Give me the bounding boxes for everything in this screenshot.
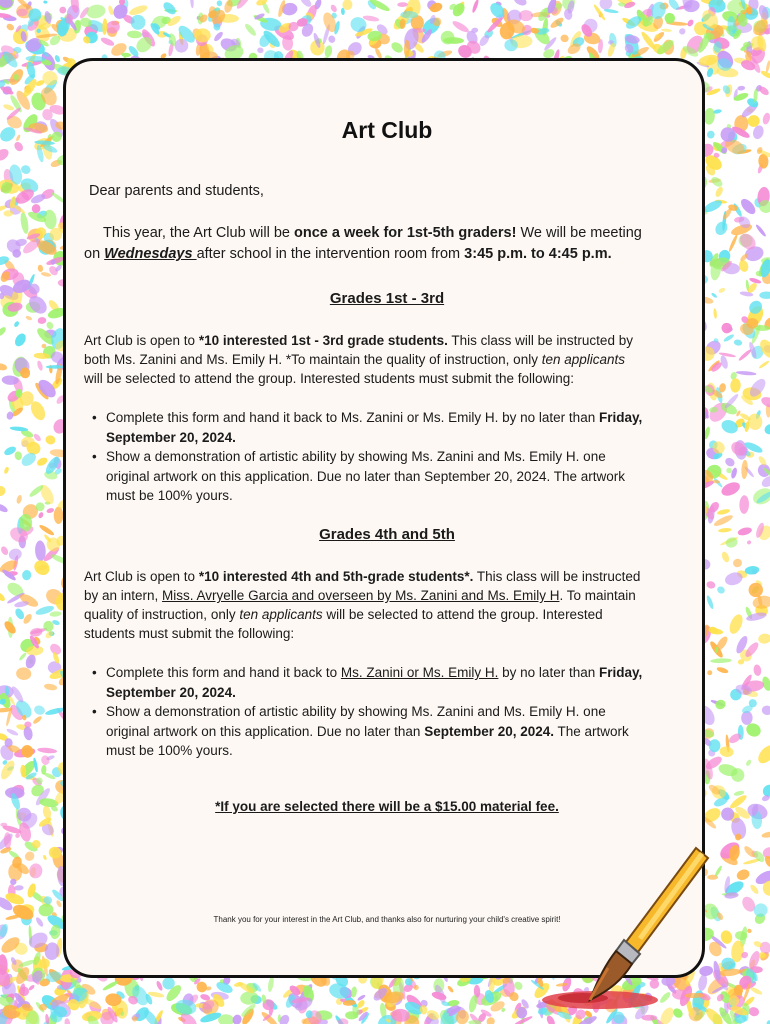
paint-splatter: [85, 3, 106, 19]
paint-splatter: [16, 494, 23, 504]
material-fee-note: *If you are selected there will be a $15.00 material fee.: [215, 799, 559, 814]
paint-splatter: [102, 18, 108, 35]
paint-splatter: [755, 742, 770, 766]
bullet-icon: •: [92, 410, 97, 425]
paint-splatter: [216, 0, 222, 7]
paint-splatter: [766, 1020, 770, 1024]
paint-splatter: [719, 480, 742, 499]
paint-splatter: [64, 1018, 71, 1024]
paint-splatter: [107, 5, 114, 16]
meeting-day: Wednesdays: [104, 246, 197, 262]
paint-splatter: [58, 6, 67, 15]
paint-splatter: [40, 755, 50, 766]
paint-splatter: [31, 557, 52, 578]
paint-splatter: [711, 292, 718, 298]
paint-splatter: [745, 759, 752, 767]
paint-splatter: [471, 0, 479, 13]
paint-splatter: [35, 916, 45, 928]
paint-splatter: [37, 317, 46, 325]
paint-splatter: [23, 850, 36, 863]
paint-splatter: [330, 4, 339, 14]
paint-splatter: [40, 271, 51, 277]
paint-splatter: [14, 607, 26, 621]
paint-splatter: [0, 502, 9, 514]
paint-splatter: [54, 54, 61, 63]
section-heading-grades-1-3: Grades 1st - 3rd: [329, 290, 445, 307]
paint-splatter: [749, 883, 760, 895]
paint-splatter: [324, 45, 333, 58]
paint-splatter: [190, 0, 194, 8]
paint-splatter: [739, 495, 749, 514]
paint-splatter: [723, 333, 735, 343]
paint-splatter: [15, 134, 21, 142]
paint-splatter: [37, 511, 44, 519]
paint-splatter: [0, 485, 7, 497]
paint-splatter: [155, 980, 163, 991]
paint-splatter: [14, 451, 23, 461]
paint-splatter: [737, 526, 753, 537]
paint-splatter: [747, 413, 763, 431]
paint-splatter: [759, 292, 770, 299]
paint-splatter: [397, 2, 408, 7]
paint-splatter: [757, 4, 770, 21]
paint-splatter: [0, 147, 11, 164]
paint-splatter: [736, 370, 757, 376]
paint-splatter: [713, 308, 717, 319]
paint-splatter: [13, 140, 25, 153]
paint-splatter: [732, 558, 743, 569]
paint-splatter: [714, 699, 727, 711]
paint-splatter: [761, 705, 770, 715]
paint-splatter: [45, 321, 54, 331]
paint-splatter: [728, 234, 739, 253]
paint-splatter: [267, 976, 275, 993]
paint-splatter: [33, 704, 46, 716]
paint-splatter: [13, 320, 20, 327]
paint-splatter: [37, 747, 57, 754]
bullet-icon: •: [92, 449, 97, 464]
paint-splatter: [8, 547, 24, 561]
paint-splatter: [560, 34, 570, 43]
paint-splatter: [735, 868, 751, 882]
paint-splatter: [722, 207, 733, 221]
intro-line-2: on Wednesdays after school in the intervention room from 3:45 p.m. to 4:45 p.m.: [84, 246, 612, 262]
paint-splatter: [389, 40, 404, 55]
paint-splatter: [765, 60, 770, 73]
paint-splatter: [32, 715, 43, 725]
paint-splatter: [41, 69, 59, 87]
section-heading-grades-4-5: Grades 4th and 5th: [319, 526, 455, 543]
bullet-icon: •: [92, 704, 97, 719]
paint-splatter: [100, 36, 116, 48]
paint-splatter: [19, 212, 30, 235]
paint-splatter: [750, 986, 764, 996]
paint-splatter: [0, 326, 7, 337]
paint-splatter: [762, 112, 770, 125]
paint-splatter: [727, 612, 745, 635]
paint-splatter: [42, 854, 47, 860]
paint-splatter: [257, 47, 265, 54]
paint-splatter: [686, 18, 695, 27]
paint-splatter: [707, 670, 713, 676]
paint-splatter: [49, 611, 61, 617]
paint-splatter: [741, 460, 748, 480]
paint-splatter: [44, 683, 58, 691]
paint-splatter: [706, 130, 715, 139]
paint-splatter: [761, 831, 770, 839]
grades13-line-2: both Ms. Zanini and Ms. Emily H. *To maintain the quality of instruction, only ten applicants: [84, 352, 626, 367]
paint-splatter: [36, 360, 43, 371]
paint-splatter: [28, 863, 43, 879]
paint-splatter: [2, 103, 14, 111]
paint-splatter: [345, 1011, 358, 1019]
paint-splatter: [46, 507, 55, 514]
paint-splatter: [726, 467, 732, 473]
grades45-line-4: students must submit the following:: [84, 626, 295, 641]
paint-splatter: [512, 0, 528, 8]
paint-splatter: [703, 108, 715, 125]
paint-splatter: [753, 664, 762, 676]
paint-splatter: [710, 658, 732, 663]
paint-splatter: [0, 758, 17, 781]
paint-splatter: [0, 545, 10, 556]
paint-splatter: [746, 540, 752, 545]
paint-splatter: [6, 728, 19, 737]
paint-splatter: [706, 580, 717, 589]
paint-splatter: [678, 27, 687, 36]
paint-splatter: [127, 30, 143, 39]
paint-splatter: [705, 595, 714, 610]
meeting-time: 3:45 p.m. to 4:45 p.m.: [464, 246, 612, 262]
paint-splatter: [714, 186, 724, 199]
paint-splatter: [43, 0, 48, 4]
paint-splatter: [0, 362, 8, 371]
paint-splatter: [719, 355, 729, 370]
paint-splatter: [720, 321, 734, 335]
intro-line-1: This year, the Art Club will be once a week for 1st-5th graders! We will be meeting: [103, 225, 642, 241]
paint-splatter: [713, 513, 734, 528]
paint-splatter: [161, 0, 178, 17]
paint-splatter: [5, 22, 15, 31]
paint-splatter: [44, 434, 56, 445]
grades45-line-1: Art Club is open to *10 interested 4th and 5th-grade students*. This class will be instructed: [84, 569, 641, 584]
paintbrush-icon: [538, 840, 718, 1020]
paint-splatter: [447, 985, 455, 993]
paint-splatter: [730, 467, 738, 479]
greeting: Dear parents and students,: [89, 183, 264, 199]
paint-splatter: [3, 466, 9, 474]
letter-card: Art Club Dear parents and students, This year, the Art Club will be once a week for 1st-5th graders! We will be meeting on Wednesdays after school in the intervention room from 3:45 p.m. to 4:45 p.m. Grades 1st - 3rd Art Club is open to *10 interested 1st - 3rd grade students. This class will be instructed by both Ms. Zanini and Ms. Emily H. *To maintain the quality of instruction, only ten applicants will be selected to attend the group. Interested students must submit the following: • Complete this form and hand it back to Ms. Zanini or Ms. Emily H. by no later than Friday, September 20, 2024. • Show a demonstration of artistic ability by showing Ms. Zanini and Ms. Emily H. one original artwork on this application. Due no later than September 20, 2024. The artwork must be 100% yours. Grades 4th and 5th Art Club is open to *10 interested 4th and 5th-grade students*. This class will be instructed by an intern, Miss. Avryelle Garcia and overseen by Ms. Zanini and Ms. Emily H. To maintain quality of instruction, only ten applicants will be selected to attend the group. Interested students must submit the following: • Complete this form and hand it back to Ms. Zanini or Ms. Emily H. by no later than Friday, September 20, 2024. • Show a demonstration of artistic ability by showing Ms. Zanini and Ms. Emily H. one original artwork on this application. Due no later than September 20, 2024. The artwork must be 100% yours. *If you are selected there will be a $15.00 material fee. Thank you for your interest in the Art Club, and thanks also for nurturing your child's creative spirit!: [63, 58, 705, 978]
paint-splatter: [36, 456, 49, 468]
paint-splatter: [738, 259, 750, 273]
paint-splatter: [716, 666, 729, 674]
paint-splatter: [13, 332, 28, 349]
paint-splatter: [667, 0, 681, 12]
paint-splatter: [38, 523, 55, 536]
paint-splatter: [755, 224, 767, 238]
grades45-line-3: quality of instruction, only ten applicants will be selected to attend the group. Interested: [84, 607, 603, 622]
paint-splatter: [37, 264, 43, 272]
paint-splatter: [0, 591, 6, 603]
paint-splatter: [14, 885, 24, 891]
thank-you-note: Thank you for your interest in the Art Club, and thanks also for nurturing your child's creative spirit!: [213, 915, 561, 924]
paint-splatter: [737, 85, 745, 91]
paint-splatter: [549, 16, 565, 30]
paint-splatter: [25, 315, 33, 321]
paint-splatter: [327, 34, 336, 44]
paint-splatter: [758, 633, 770, 644]
paint-splatter: [746, 928, 752, 934]
paint-splatter: [760, 69, 770, 80]
paint-splatter: [18, 652, 27, 662]
paint-splatter: [716, 585, 726, 595]
paint-splatter: [451, 19, 470, 34]
bullet-icon: •: [92, 665, 97, 680]
paint-splatter: [718, 287, 726, 294]
paint-splatter: [717, 508, 731, 515]
paint-splatter: [485, 1016, 497, 1024]
paint-splatter: [719, 745, 734, 757]
paint-splatter: [128, 12, 149, 33]
paint-splatter: [730, 378, 741, 393]
paint-splatter: [46, 365, 65, 369]
paint-splatter: [758, 360, 770, 369]
paint-splatter: [450, 1, 467, 19]
paint-splatter: [54, 507, 64, 524]
paint-splatter: [42, 805, 53, 820]
paint-splatter: [21, 569, 32, 581]
paint-splatter: [24, 653, 37, 669]
paint-splatter: [195, 28, 211, 42]
paint-splatter: [718, 527, 732, 533]
paint-splatter: [243, 22, 257, 37]
paint-splatter: [720, 418, 740, 436]
paint-splatter: [661, 28, 672, 32]
grades13-line-1: Art Club is open to *10 interested 1st - 3rd grade students. This class will be instructed by: [84, 333, 633, 348]
paint-splatter: [713, 219, 730, 237]
grades13-line-3: will be selected to attend the group. Interested students must submit the following:: [84, 371, 575, 386]
paint-splatter: [724, 456, 737, 468]
paint-splatter: [763, 422, 770, 436]
page-title: Art Club: [341, 117, 433, 143]
paint-splatter: [733, 339, 742, 346]
paint-splatter: [720, 551, 730, 564]
paint-splatter: [16, 667, 32, 681]
grades45-line-2: by an intern, Miss. Avryelle Garcia and overseen by Ms. Zanini and Ms. Emily H. To maintain: [84, 588, 636, 603]
